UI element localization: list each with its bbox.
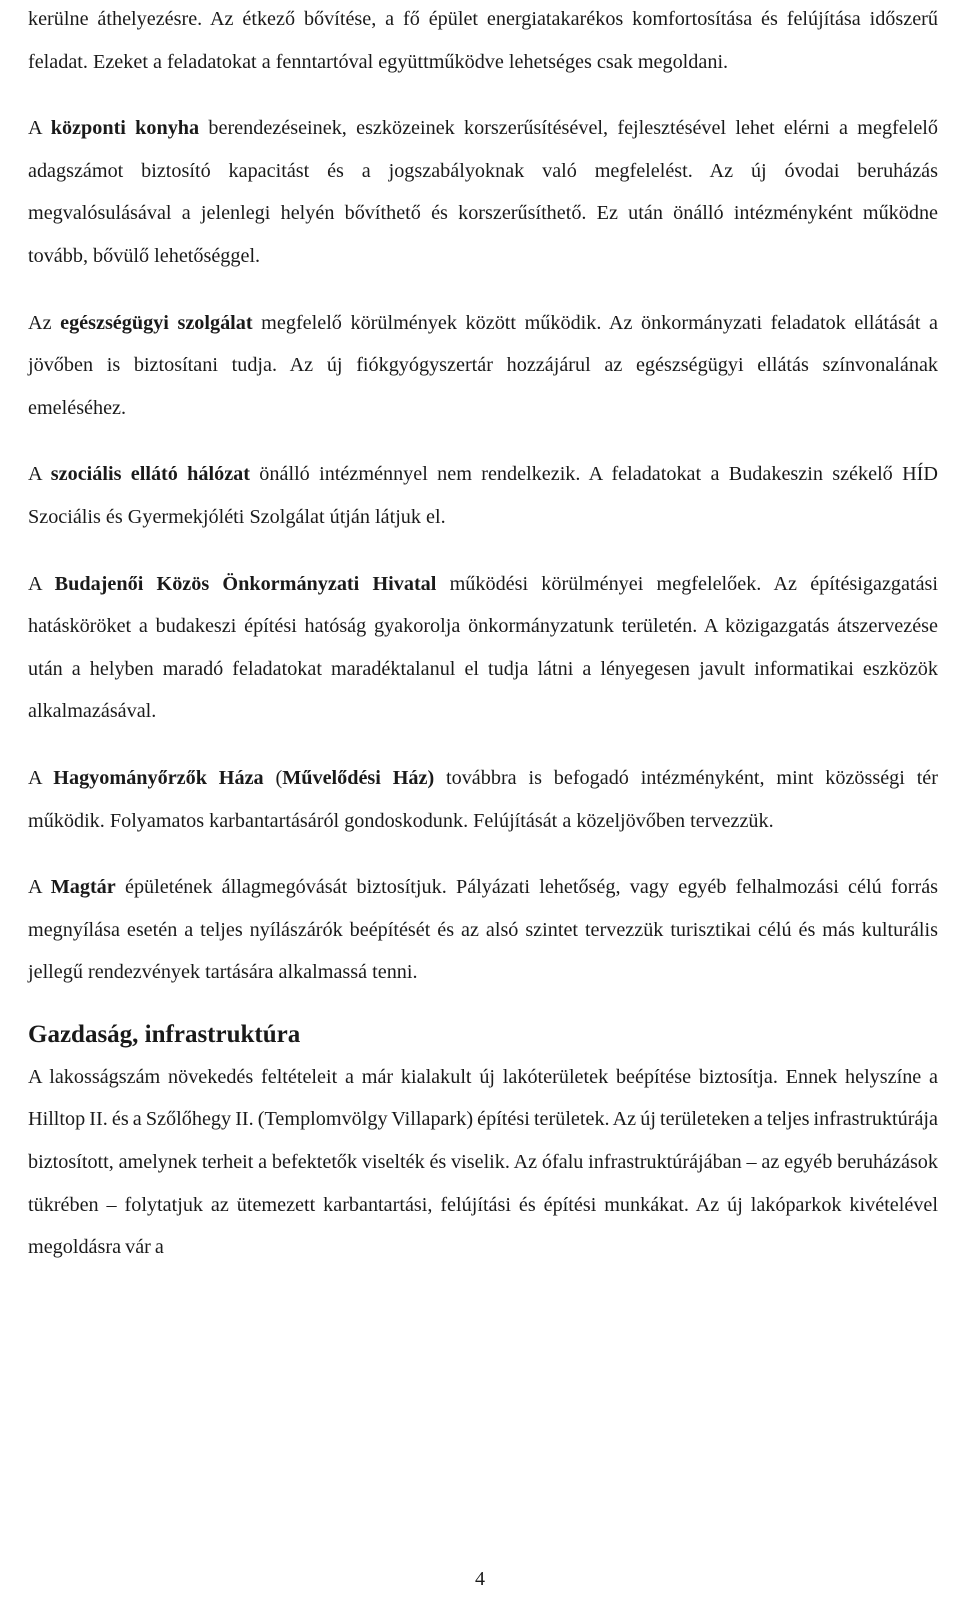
text-run: berendezéseinek, eszközeinek korszerűsítésével, fejlesztésével lehet elérni a megfelelő adagszámot biztosító kapacitást és a jogszabályoknak való megfelelést. Az új óvodai beruházás megvalósulásával a jelenlegi helyén bővíthető és korszerűsíthető. Ez után önálló intézményként működne tovább, bővülő lehetőséggel.	[28, 117, 938, 267]
text-run: A	[28, 572, 55, 595]
paragraph-kitchen-relocation	[28, 0, 938, 83]
text-run: működési körülményei megfelelőek. Az építésigazgatási hatásköröket a budakeszi építési hatóság gyakorolja önkormányzatunk területén. A közigazgatás átszervezése után a helyben maradó feladatokat maradéktalanul el tudja látni a lényegesen javult informatikai eszközök alkalmazásával.	[28, 572, 938, 723]
text-run: továbbra is befogadó intézményként, mint közösségi tér működik. Folyamatos karbantartásáról gondoskodunk. Felújítását a közeljövőben tervezzük.	[28, 766, 938, 832]
bold-term-social-network: szociális ellátó hálózat	[50, 463, 250, 486]
text-run: épületének állagmegóvását biztosítjuk. Pályázati lehetőség, vagy egyéb felhalmozási célú forrás megnyílása esetén a teljes nyílászárók beépítését és az alsó szintet tervezzük turisztikai célú és más kulturális jellegű rendezvények tartására alkalmassá tenni.	[28, 876, 939, 984]
bold-term-cultural-house: Művelődési Ház)	[282, 766, 435, 789]
bold-term-central-kitchen: központi konyha	[50, 117, 200, 140]
text-run: A	[28, 463, 51, 486]
bold-term-heritage-house: Hagyományőrzők Háza	[53, 766, 264, 789]
text-run: Az	[28, 311, 61, 334]
paragraph-text: A lakosságszám növekedés feltételeit a már kialakult új lakóterületek beépítése biztosítja. Ennek helyszíne a Hilltop II. és a Szőlőhegy II. (Templomvölgy Villapark) építési területek. Az új területeken a teljes infrastruktúrája biztosított, amelynek terheit a befektetők viselték és viselik. Az ófalu infrastruktúrájában – az egyéb beruházások tükrében – folytatjuk az ütemezett karbantartási, felújítási és építési munkákat. Az új lakóparkok kivételével megoldásra vár a	[28, 1065, 938, 1259]
text-run: A	[28, 876, 51, 899]
text-run: önálló intézménnyel nem rendelkezik. A feladatokat a Budakeszin székelő HÍD Szociális és Gyermekjóléti Szolgálat útján látjuk el.	[28, 463, 938, 528]
text-run: A	[28, 117, 51, 140]
page-number: 4	[475, 1568, 485, 1590]
paragraph-central-kitchen	[28, 107, 938, 277]
paragraph-health-service	[28, 302, 938, 430]
bold-term-health-service: egészségügyi szolgálat	[60, 311, 253, 334]
paragraph-text: kerülne áthelyezésre. Az étkező bővítése, a fő épület energiatakarékos komfortosítása és felújítása időszerű feladat. Ezeket a feladatokat a fenntartóval együttműködve lehetséges csak megoldani.	[28, 8, 938, 73]
paragraph-economy	[28, 1056, 938, 1269]
text-run: (	[263, 766, 283, 789]
paragraph-municipal-office	[28, 563, 938, 733]
paragraph-social-network	[28, 453, 938, 538]
section-heading: Gazdaság, infrastruktúra	[28, 1020, 301, 1048]
text-run: A	[28, 766, 54, 789]
bold-term-granary: Magtár	[50, 876, 116, 899]
paragraph-granary	[28, 866, 938, 994]
text-run: megfelelő körülmények között működik. Az önkormányzati feladatok ellátását a jövőben is biztosítani tudja. Az új fiókgyógyszertár hozzájárul az egészségügyi ellátás színvonalának emeléséhez.	[28, 311, 939, 419]
paragraph-heritage-house	[28, 757, 938, 842]
bold-term-municipal-office: Budajenői Közös Önkormányzati Hivatal	[54, 572, 437, 595]
page-content	[28, 0, 938, 1269]
